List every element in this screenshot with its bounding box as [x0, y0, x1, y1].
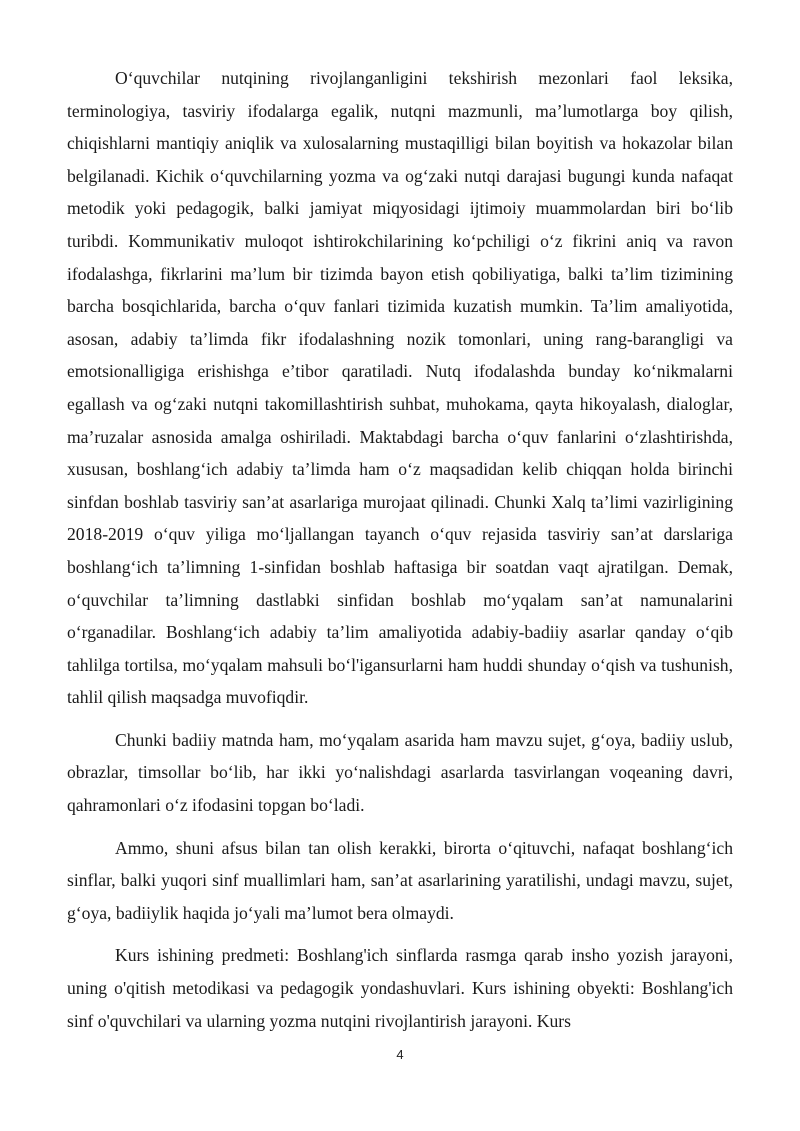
paragraph-2: Chunki badiiy matnda ham, mo‘yqalam asarida ham mavzu sujet, g‘oya, badiiy uslub, obrazlar, timsollar bo‘lib, har ikki yo‘nalishdagi asarlarda tasvirlangan voqeaning davri, qahramonlari o‘z ifodasini topgan bo‘ladi. [67, 729, 733, 816]
paragraph-4: Kurs ishining predmeti: Boshlang'ich sinflarda rasmga qarab insho yozish jarayoni, uning o'qitish metodikasi va pedagogik yondashuvlari. Kurs ishining obyekti: Boshlang'ich sinf o'quvchilari va ularning yozma nutqini rivojlantirish jarayoni. Kurs [67, 945, 733, 1031]
page-body [67, 62, 733, 1047]
page-number: 4 [396, 1047, 404, 1062]
paragraph-1: O‘quvchilar nutqining rivojlanganligini tekshirish mezonlari faol leksika, terminologiya, tasviriy ifodalarga egalik, nutqni mazmunli, ma’lumotlarga boy qilish, chiqishlarni mantiqiy aniqlik va xulosalarning mustaqilligi bilan boyitish va hokazolar bilan belgilanadi. Kichik o‘quvchilarning yozma va og‘zaki nutqi darajasi bugungi kunda nafaqat metodik yoki pedagogik, balki jamiyat miqyosidagi ijtimoiy muammolardan biri bo‘lib turibdi. Kommunikativ muloqot ishtirokchilarining ko‘pchiligi o‘z fikrini aniq va ravon ifodalashga, fikrlarini ma’lum bir tizimda bayon etish qobiliyatiga, balki ta’lim tizimining barcha bosqichlarida, barcha o‘quv fanlari tizimida kuzatish mumkin. Ta’lim amaliyotida, asosan, adabiy ta’limda fikr ifodalashning nozik tomonlari, uning rang-barangligi va emotsionalligiga erishishga e’tibor qaratiladi. Nutq ifodalashda bunday ko‘nikmalarni egallash va og‘zaki nutqni takomillashtirish suhbat, muhokama, qayta hikoyalash, dialoglar, ma’ruzalar asnosida amalga oshiriladi. Maktabdagi barcha o‘quv fanlarini o‘zlashtirishda, xususan, boshlang‘ich adabiy ta’limda ham o‘z maqsadidan kelib chiqqan holda birinchi sinfdan boshlab tasviriy san’at asarlariga murojaat qilinadi. Chunki Xalq ta’limi vazirligining 2018-2019 o‘quv yiliga mo‘ljallangan tayanch o‘quv rejasida tasviriy san’at darslariga boshlang‘ich ta’limning 1-sinfidan boshlab haftasiga bir soatdan vaqt ajratilgan. Demak, o‘quvchilar ta’limning dastlabki sinfidan boshlab mo‘yqalam san’at namunalarini o‘rganadilar. Boshlang‘ich adabiy ta’lim amaliyotida adabiy-badiiy asarlar qanday o‘qib tahlilga tortilsa, mo‘yqalam mahsuli bo‘l'igansurlarni ham huddi shunday o‘qish va tushunish, tahlil qilish maqsadga muvofiqdir. [67, 68, 733, 708]
paragraph-3: Ammo, shuni afsus bilan tan olish kerakki, birorta o‘qituvchi, nafaqat boshlang‘ich sinflar, balki yuqori sinf muallimlari ham, san’at asarlarining yaratilishi, undagi mavzu, sujet, g‘oya, badiiylik haqida jo‘yali ma’lumot bera olmaydi. [67, 837, 733, 923]
